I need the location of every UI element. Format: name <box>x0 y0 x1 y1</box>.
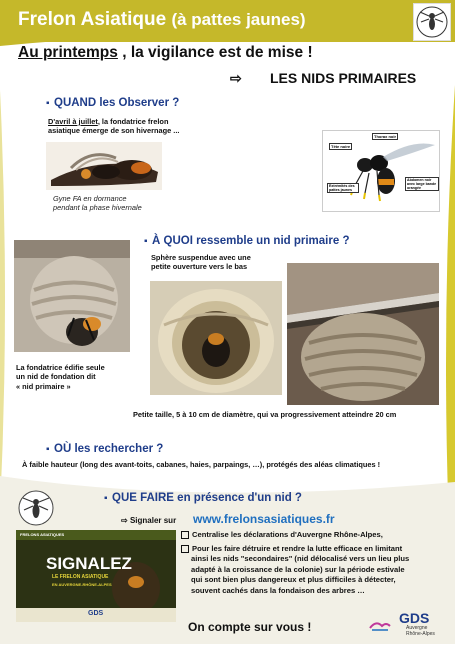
gds-logo: GDS <box>399 610 430 626</box>
primary-nest-photo-left <box>14 240 130 352</box>
checkbox-icon <box>181 531 189 539</box>
partner-logo <box>368 618 392 632</box>
banner-region: EN AUVERGNE-RHÔNE-ALPES <box>52 582 112 587</box>
taille-text: Petite taille, 5 à 10 cm de diamètre, qui va progressivement atteindre 20 cm <box>133 410 397 419</box>
subtitle: Au printemps , la vigilance est de mise ! <box>18 44 313 61</box>
hornet-logo-icon <box>413 3 451 41</box>
dormant-hornet-photo <box>46 142 162 190</box>
page-title: Frelon Asiatique (à pattes jaunes) <box>18 9 306 30</box>
dormant-caption: Gyne FA en dormance pendant la phase hivernale <box>53 194 142 213</box>
banner-top-label: FRELONS ASIATIQUES <box>20 532 65 537</box>
bullet-icon: ▪ <box>46 98 50 109</box>
nids-primaires-title: LES NIDS PRIMAIRES <box>270 70 417 86</box>
primary-nest-photo-center <box>150 281 282 395</box>
bullet-icon: ▪ <box>104 493 108 504</box>
quoi-heading: ▪ À QUOI ressemble un nid primaire ? <box>144 235 350 247</box>
banner-gds-logo: GDS <box>88 610 104 617</box>
left-decoration <box>0 90 10 510</box>
banner-subtitle: LE FRELON ASIATIQUE <box>52 574 109 580</box>
ou-heading: ▪ OÙ les rechercher ? <box>46 443 164 455</box>
sphere-text: Sphère suspendue avec une petite ouverture vers le bas <box>151 253 251 272</box>
quand-text: D'avril à juillet, la fondatrice frelon asiatique émerge de son hivernage ... <box>48 117 180 136</box>
primary-nest-photo-right <box>287 263 439 405</box>
ou-text: À faible hauteur (long des avant-toits, cabanes, haies, parpaings, …), protégés des aléas climatiques ! <box>22 460 381 469</box>
checkbox-icon <box>181 545 189 553</box>
fondatrice-text: La fondatrice édifie seule un nid de fondation dit « nid primaire » <box>16 363 105 391</box>
check-item-2: Pour les faire détruire et rendre la lutte efficace en limitant ainsi les nids "secondaires" (nid délocalisé vers un lieu plus adapté à la croissance de la colonie) sur la période estivale qui sont bien plus dangereux et plus difficiles à détecter, souvent cachés dans la fondaison des arbres … <box>181 544 409 596</box>
diagram-label-thorax: Thorax noir <box>374 134 397 139</box>
diagram-label-tete: Tête noire <box>331 144 351 149</box>
quefaire-heading: ▪ QUE FAIRE en présence d'un nid ? <box>104 492 302 504</box>
diagram-label-abdomen: Abdomen noir avec large bande orangée <box>405 177 439 191</box>
hornet-diagram <box>322 130 440 212</box>
quand-heading: ▪ QUAND les Observer ? <box>46 97 180 109</box>
check-item-1: Centralise les déclarations d'Auvergne Rhône-Alpes, <box>181 530 383 539</box>
gds-region: Auvergne Rhône-Alpes <box>406 625 435 637</box>
diagram-label-pattes: Extrémités des pattes jaunes <box>327 183 359 193</box>
signalez-banner <box>16 530 176 622</box>
signaler-line: ⇨ Signaler sur <box>121 516 177 525</box>
arrow-right-icon: ⇨ <box>230 70 242 86</box>
bullet-icon: ▪ <box>46 444 50 455</box>
hornet-logo-small-icon <box>16 488 56 528</box>
frelons-asiatiques-link[interactable]: www.frelonsasiatiques.fr <box>193 512 335 526</box>
bullet-icon: ▪ <box>144 236 148 247</box>
arrow-right-icon: ⇨ <box>121 516 128 525</box>
on-compte-sur-vous: On compte sur vous ! <box>188 620 312 634</box>
banner-signalez: SIGNALEZ <box>46 554 132 573</box>
